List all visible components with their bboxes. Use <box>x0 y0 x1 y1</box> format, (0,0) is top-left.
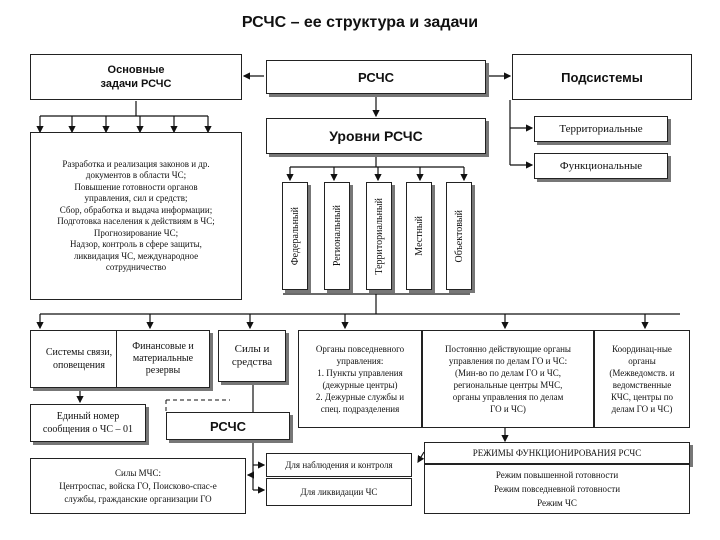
level-federal <box>282 182 308 290</box>
liquidation-label: Для ликвидации ЧС <box>300 486 378 497</box>
subsystem-territorial-label: Территориальные <box>559 122 643 135</box>
task-line: Подготовка населения к действиям в ЧС; <box>57 216 215 226</box>
levels-heading: Уровни РСЧС <box>329 127 423 144</box>
single-number-box <box>30 404 146 442</box>
rschs-bottom-box <box>166 412 290 440</box>
mode-item: Режим повседневной готовности <box>493 484 621 494</box>
task-line: Разработка и реализация законов и др. <box>62 158 210 169</box>
finance-reserves-label: Финансовые и материальные резервы <box>132 341 194 376</box>
level-territorial <box>366 182 392 290</box>
modes-heading: РЕЖИМЫ ФУНКЦИОНИРОВАНИЯ РСЧС <box>472 447 642 458</box>
level-regional <box>324 182 350 290</box>
rschs-center-label: РСЧС <box>358 69 394 85</box>
observation-control-box <box>266 453 412 477</box>
main-tasks-heading-line2: задачи РСЧС <box>100 78 172 90</box>
comm-systems-label: Системы связи, оповещения <box>45 347 113 371</box>
observation-control-label: Для наблюдения и контроля <box>285 459 393 470</box>
modes-list <box>424 464 690 514</box>
coordination-organs-line: Координац-ные <box>612 344 672 354</box>
levels-heading-box <box>266 118 486 154</box>
task-line: ликвидация ЧС, международное <box>73 250 199 261</box>
permanent-organs-line: органы управления по делам <box>452 392 564 402</box>
level-local <box>406 182 432 290</box>
permanent-organs-line: (Мин-во по делам ГО и ЧС, <box>454 368 562 378</box>
coordination-organs-line: делам ГО и ЧС) <box>611 404 673 414</box>
daily-organs-box <box>298 330 422 428</box>
mchs-forces-title: Силы МЧС: <box>115 467 161 478</box>
permanent-organs-line: управления по делам ГО и ЧС: <box>448 356 568 366</box>
mode-item: Режим ЧС <box>537 498 577 508</box>
single-number-label: Единый номер сообщения о ЧС – 01 <box>42 411 134 435</box>
task-line: Повышение готовности органов <box>74 181 198 192</box>
daily-organs-line: управления: <box>336 356 384 366</box>
subsystem-territorial <box>534 116 668 142</box>
main-tasks-heading-line1: Основные <box>107 64 165 76</box>
coordination-organs-line: ведомственные <box>612 380 672 390</box>
subsystems-heading: Подсистемы <box>561 69 643 85</box>
daily-organs-line: Органы повседневного <box>315 344 405 354</box>
mchs-forces-line: Центроспас, войска ГО, Поисково-спас-е <box>59 480 217 491</box>
level-federal-label: Федеральный <box>289 206 301 266</box>
subsystem-functional-label: Функциональные <box>559 159 643 172</box>
level-regional-label: Региональный <box>331 205 343 267</box>
permanent-organs-box <box>422 330 594 428</box>
main-tasks-list <box>30 132 242 300</box>
daily-organs-line: 2. Дежурные службы и <box>315 392 405 402</box>
coordination-organs-line: (Межведомств. и <box>609 368 675 378</box>
task-line: управления, сил и средств; <box>84 193 188 203</box>
task-line: сотрудничество <box>105 262 167 272</box>
mchs-forces-line: службы, гражданские организации ГО <box>64 493 212 504</box>
task-line: Надзор, контроль в сфере защиты, <box>70 239 202 249</box>
daily-organs-line: 1. Пункты управления <box>317 368 403 378</box>
task-line: документов в области ЧС; <box>85 170 187 180</box>
permanent-organs-line: ГО и ЧС) <box>490 404 526 414</box>
mode-item: Режим повышенной готовности <box>495 470 619 480</box>
modes-heading-box <box>424 442 690 464</box>
coordination-organs-box <box>594 330 690 428</box>
subsystems-heading-box <box>512 54 692 100</box>
forces-means-box <box>218 330 286 382</box>
level-territorial-label: Территориальный <box>373 197 385 275</box>
coordination-organs-line: КЧС, центры по <box>610 392 674 402</box>
page-title: РСЧС – ее структура и задачи <box>241 14 479 31</box>
liquidation-box <box>266 478 412 506</box>
level-local-label: Местный <box>413 216 425 256</box>
level-object <box>446 182 472 290</box>
daily-organs-line: спец. подразделения <box>320 404 400 414</box>
main-tasks-heading-box <box>30 54 242 100</box>
forces-means-label: Силы и средства <box>231 343 273 368</box>
task-line: Сбор, обработка и выдача информации; <box>59 204 213 215</box>
permanent-organs-line: Постоянно действующие органы <box>445 344 571 354</box>
finance-reserves-box <box>116 330 210 388</box>
rschs-bottom-label: РСЧС <box>210 418 246 434</box>
level-object-label: Объектовый <box>453 209 465 263</box>
daily-organs-line: (дежурные центры) <box>322 380 398 390</box>
coordination-organs-line: органы <box>628 356 656 366</box>
subsystem-functional <box>534 153 668 179</box>
comm-systems-box <box>30 330 128 388</box>
permanent-organs-line: региональные центры МЧС, <box>453 380 563 390</box>
rschs-center-box <box>266 60 486 94</box>
task-line: Прогнозирование ЧС; <box>93 227 179 238</box>
mchs-forces-box <box>30 458 246 514</box>
